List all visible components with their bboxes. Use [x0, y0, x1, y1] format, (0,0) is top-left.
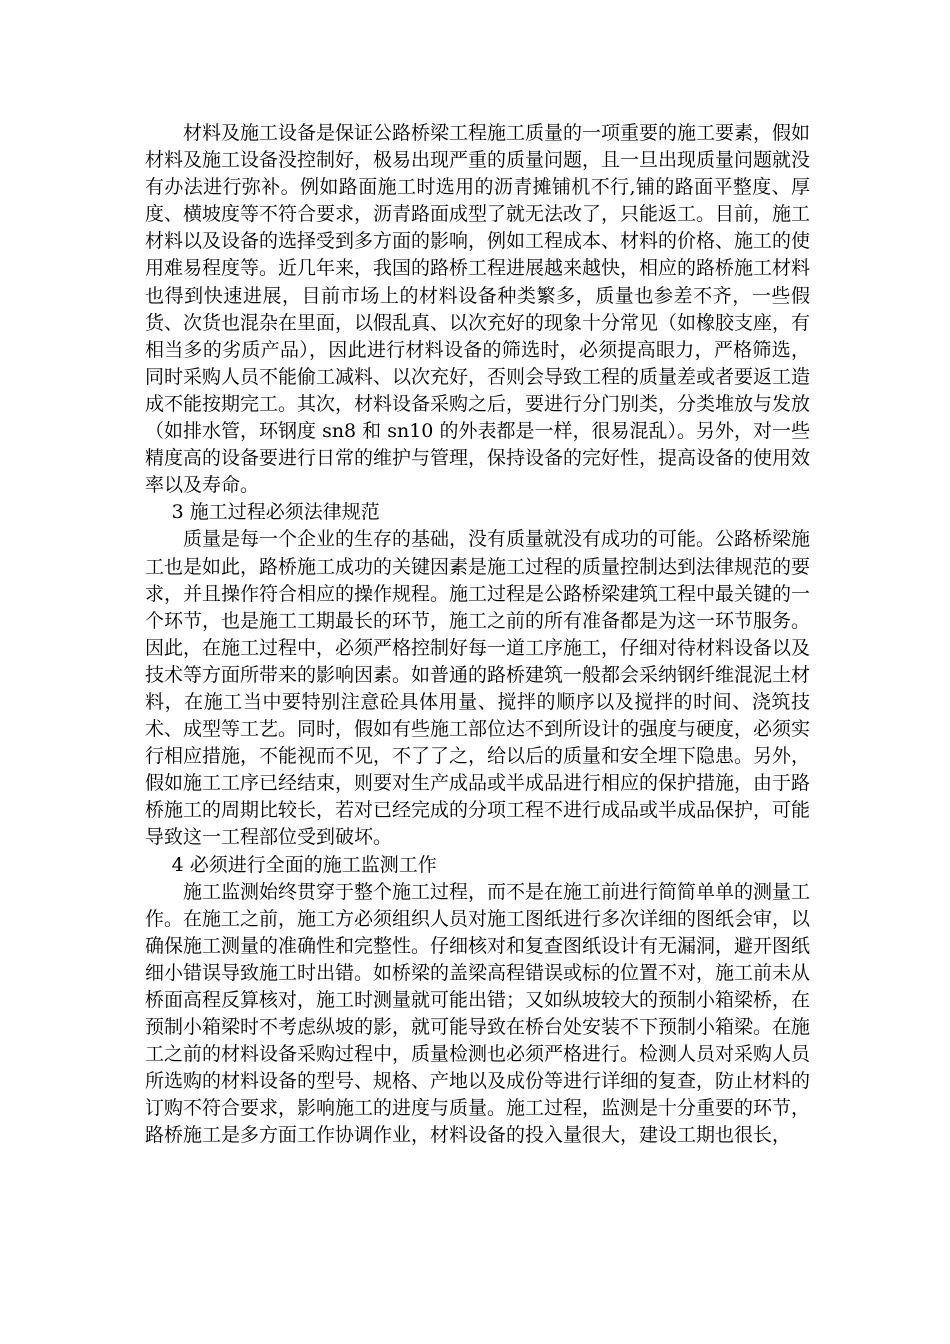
- body-paragraph: 材料及施工设备是保证公路桥梁工程施工质量的一项重要的施工要素，假如材料及施工设备没控制好，极易出现严重的质量问题，且一旦出现质量问题就没有办法进行弥补。例如路面施工时选用的沥青摊铺机不行,铺的路面平整度、厚度、横坡度等不符合要求，沥青路面成型了就无法改了，只能返工。目前，施工材料以及设备的选择受到多方面的影响，例如工程成本、材料的价格、施工的使用难易程度等。近几年来，我国的路桥工程进展越来越快，相应的路桥施工材料也得到快速进展，目前市场上的材料设备种类繁多，质量也参差不齐，一些假货、次货也混杂在里面，以假乱真、以次充好的现象十分常见（如橡胶支座，有相当多的劣质产品），因此进行材料设备的筛选时，必须提高眼力，严格筛选，同时采购人员不能偷工减料、以次充好，否则会导致工程的质量差或者要返工造成不能按期完工。其次，材料设备采购之后，要进行分门别类，分类堆放与发放（如排水管，环钢度 sn8 和 sn10 的外表都是一样，很易混乱）。另外，对一些精度高的设备要进行日常的维护与管理，保持设备的完好性，提高设备的使用效率以及寿命。: [145, 122, 811, 497]
- body-paragraph: 施工监测始终贯穿于整个施工过程，而不是在施工前进行简简单单的测量工作。在施工之前，施工方必须组织人员对施工图纸进行多次详细的图纸会审，以确保施工测量的准确性和完整性。仔细核对和复查图纸设计有无漏洞，避开图纸细小错误导致施工时出错。如桥梁的盖梁高程错误或标的位置不对，施工前未从桥面高程反算核对，施工时测量就可能出错；又如纵坡较大的预制小箱梁桥，在预制小箱梁时不考虑纵坡的影，就可能导致在桥台处安装不下预制小箱梁。在施工之前的材料设备采购过程中，质量检测也必须严格进行。检测人员对采购人员所选购的材料设备的型号、规格、产地以及成份等进行详细的复查，防止材料的订购不符合要求，影响施工的进度与质量。施工过程，监测是十分重要的环节，路桥施工是多方面工作协调作业，材料设备的投入量很大，建设工期也很长，: [145, 880, 811, 1147]
- section-heading: 3 施工过程必须法律规范: [171, 501, 380, 524]
- body-paragraph: 质量是每一个企业的生存的基础，没有质量就没有成功的可能。公路桥梁施工也是如此，路桥施工成功的关键因素是施工过程的质量控制达到法律规范的要求，并且操作符合相应的操作规程。施工过程是公路桥梁建筑工程中最关键的一个环节，也是施工工期最长的环节，施工之前的所有准备都是为这一环节服务。因此，在施工过程中，必须严格控制好每一道工序施工，仔细对待材料设备以及技术等方面所带来的影响因素。如普通的路桥建筑一般都会采纳钢纤维混泥土材料，在施工当中要特别注意砼具体用量、搅拌的顺序以及搅拌的时间、浇筑技术、成型等工艺。同时，假如有些施工部位达不到所设计的强度与硬度，必须实行相应措施，不能视而不见，不了了之，给以后的质量和安全埋下隐患。另外，假如施工工序已经结束，则要对生产成品或半成品进行相应的保护措施，由于路桥施工的周期比较长，若对已经完成的分项工程不进行成品或半成品保护，可能导致这一工程部位受到破坏。: [145, 528, 811, 849]
- section-heading: 4 必须进行全面的施工监测工作: [171, 853, 437, 876]
- document-page: [145, 120, 810, 1150]
